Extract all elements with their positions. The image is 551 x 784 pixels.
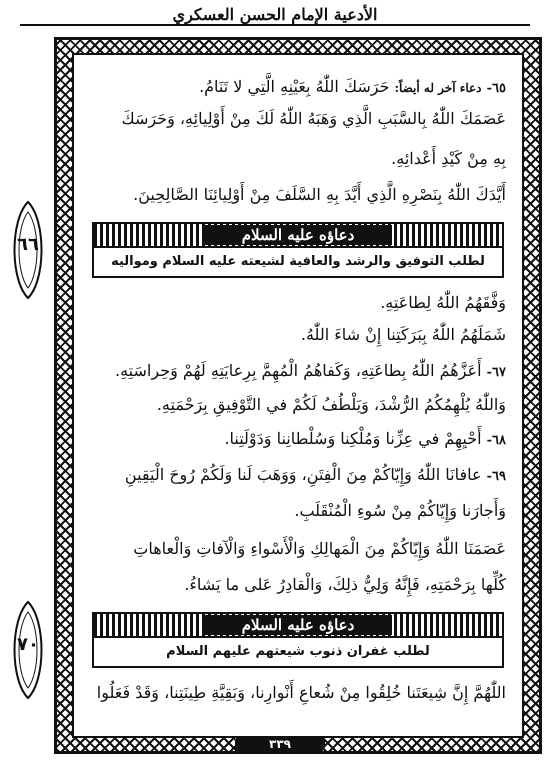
page-number: ٣٣٩ xyxy=(235,736,325,752)
banner-title: دعاؤه عليه السلام xyxy=(204,615,392,635)
line-text: عافانَا اللّٰهُ وَإِيّاكُمْ مِنَ الْفِتَنِ، وَوَهَبَ لَنا وَلَكُمْ رُوحَ الْيَقِينِ xyxy=(124,465,482,484)
text-line: وَأَجارَنا وَإِيّاكُمْ مِنْ سُوءِ الْمُنْقَلَبِ. xyxy=(294,501,506,520)
text-line: أَيَّدَكَ اللّٰهُ بِنَصْرِهِ الَّذِي أَيَّدَ بِهِ السَّلَفَ مِنْ أَوْلِيائِنَا الصَّالِحِينَ. xyxy=(133,185,506,204)
paragraph-intro: دعاء آخر له أيضاً: xyxy=(394,81,482,95)
line-text: أَحْيِهِمْ في عِزِّنا وَمُلْكِنا وَسُلْطانِنا وَدَوْلَتِنا. xyxy=(224,429,482,448)
paragraph-number: ٦٥- xyxy=(486,81,506,96)
section-subtitle: لطلب التوفيق والرشد والعافية لشيعته عليه السلام ومواليه xyxy=(92,248,504,278)
text-line xyxy=(90,72,506,104)
line-text: حَرَسَكَ اللّٰهُ بِعَيْنِهِ الَّتِي لا تَنَامُ. xyxy=(199,77,390,96)
banner-title: دعاؤه عليه السلام xyxy=(204,225,392,245)
page-header xyxy=(20,2,530,28)
side-medallion-top xyxy=(6,200,50,300)
section-banner xyxy=(92,222,504,248)
section-banner xyxy=(92,612,504,638)
text-line xyxy=(90,424,506,456)
side-number: ٧٠ xyxy=(17,634,39,655)
text-line: وَفَّقَهُمُ اللّٰهُ لِطاعَتِهِ. xyxy=(380,293,506,312)
side-number: ٦٦ xyxy=(17,234,39,255)
paragraph-number: ٦٨- xyxy=(486,433,506,448)
text-line: اللّٰهُمَّ إِنَّ شِيعَتَنا خُلِقُوا مِنْ شُعاعِ أَنْوارِنا، وَبَقِيَّةِ طِينَتِنا، وَقَدْ فَعَلُوا xyxy=(96,683,506,702)
text-line: بِهِ مِنْ كَيْدِ أَعْدائِهِ. xyxy=(391,149,506,168)
text-line: وَاللّٰهُ يُلْهِمُكُمُ الرُّشْدَ، وَيَلْطُفُ لَكُمْ في التَّوْفِيقِ بِرَحْمَتِهِ. xyxy=(156,395,506,414)
page-content xyxy=(78,60,518,734)
section-subtitle: لطلب غفران ذنوب شيعتهم عليهم السلام xyxy=(92,638,504,668)
text-line xyxy=(90,460,506,492)
text-line: عَصَمَنَا اللّٰهُ وَإِيّاكُمْ مِنَ الْمَهالِكِ وَالْأَسْواءِ وَالْآفاتِ وَالْعاهاتِ xyxy=(133,539,506,558)
text-line xyxy=(90,356,506,388)
header-rule xyxy=(20,24,530,26)
header-title: الأدعية الإمام الحسن العسكري xyxy=(172,5,378,24)
side-medallion-bottom xyxy=(6,600,50,700)
paragraph-number: ٦٧- xyxy=(486,365,506,380)
text-line: عَصَمَكَ اللّٰهُ بِالسَّبَبِ الَّذِي وَهَبَهُ اللّٰهُ لَكَ مِنْ أَوْلِيائِهِ، وَحَرَسَكَ xyxy=(121,109,506,128)
text-line: شَمَلَهُمُ اللّٰهُ بِبَرَكَتِنا إِنْ شاءَ اللّٰهُ. xyxy=(300,325,506,344)
paragraph-number: ٦٩- xyxy=(486,469,506,484)
line-text: أَعَزَّهُمُ اللّٰهُ بِطاعَتِهِ، وَكَفاهُمُ الْمُهِمَّ بِرِعايَتِهِ لَهُمْ وَحِراسَتِهِ. xyxy=(115,361,482,380)
text-line: كُلِّها بِرَحْمَتِهِ، فَإِنَّهُ وَلِيُّ ذلِكَ، وَالْقادِرُ عَلى ما يَشاءُ. xyxy=(184,575,506,594)
